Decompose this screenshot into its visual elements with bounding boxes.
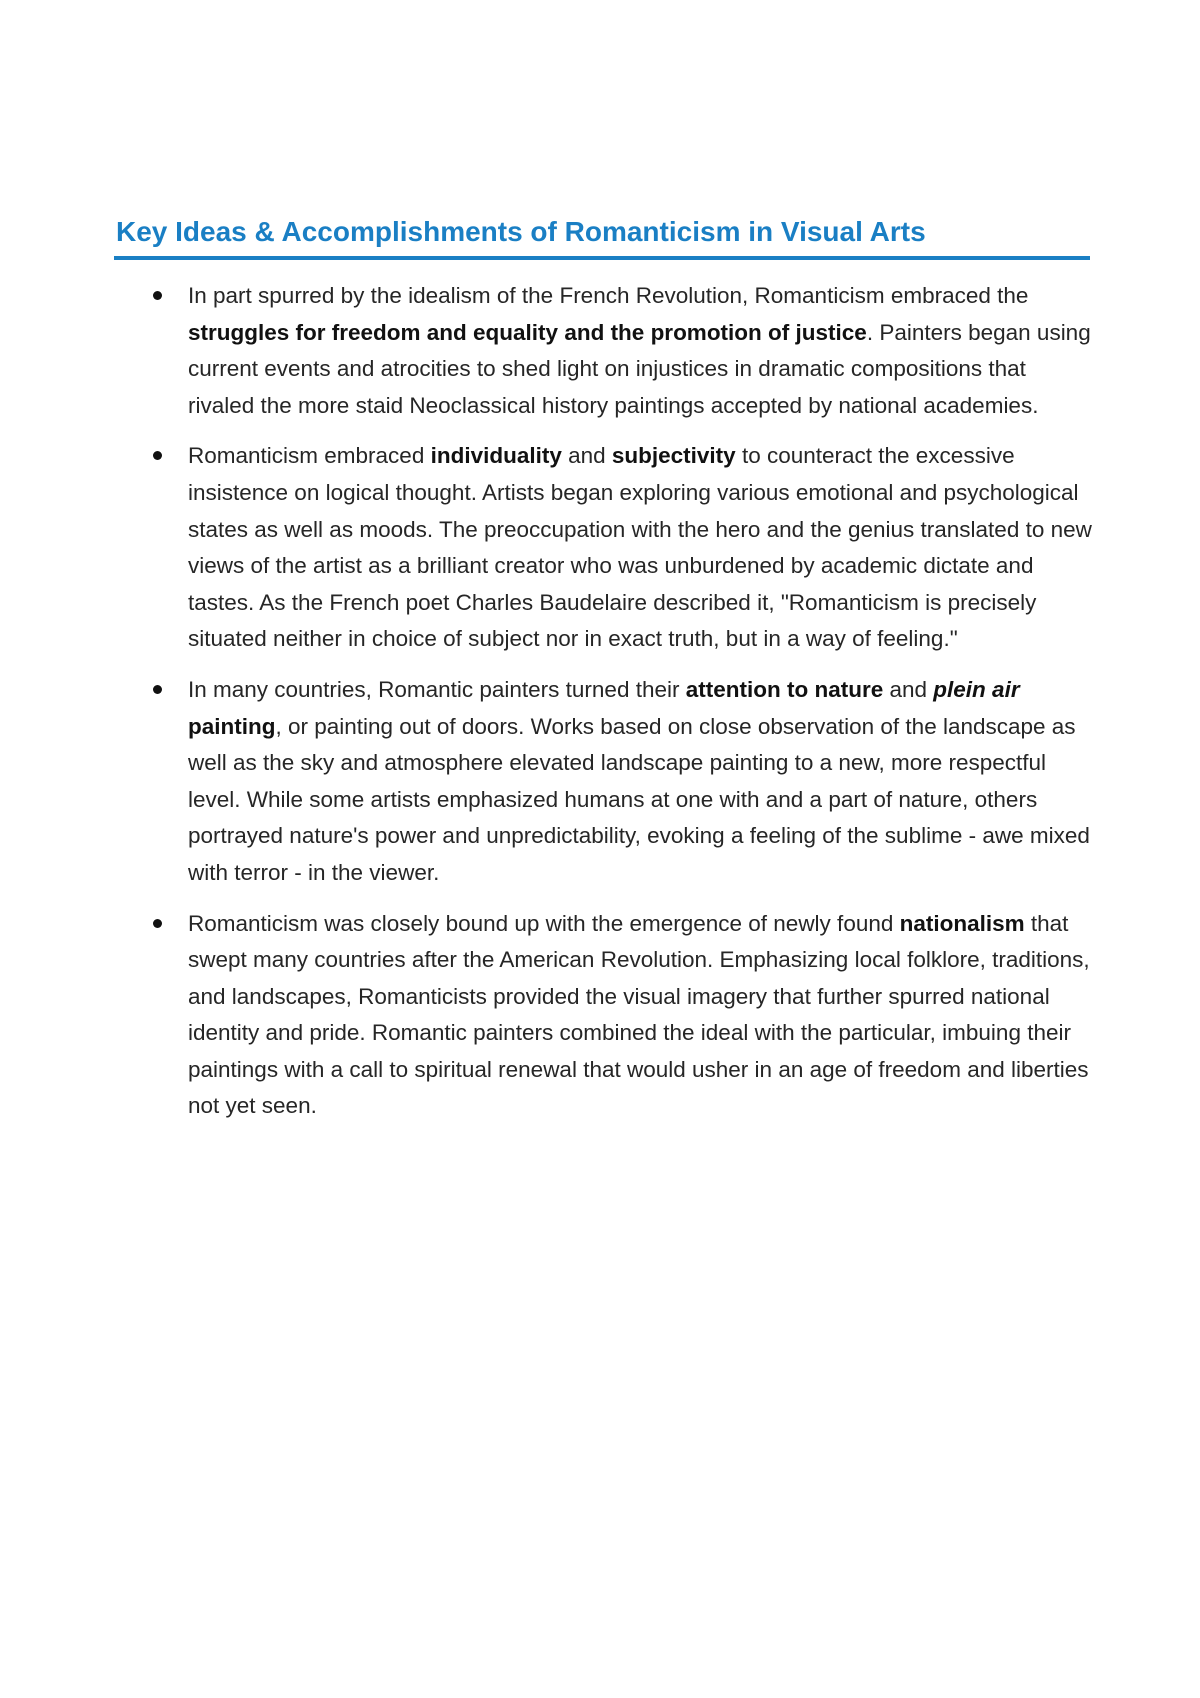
list-item: [0, 906, 1200, 1126]
bold-text-run: struggles for freedom and equality and the promotion of justice: [188, 319, 867, 345]
bold-text-run: nationalism: [899, 910, 1025, 936]
list-item: [0, 438, 1200, 658]
document-title: Key Ideas & Accomplishments of Romanticism in Visual Arts: [116, 216, 926, 247]
text-run: to counteract the excessive insistence on logical thought. Artists began exploring various emotional and psychological states as well as moods. The preoccupation with the hero and the genius translated to new views of the artist as a brilliant creator who was unburdened by academic dictate and tastes. As the French poet Charles Baudelaire described it, "Romanticism is precisely situated neither in choice of subject nor in exact truth, but in a way of feeling.": [188, 443, 1092, 652]
key-ideas-list: [0, 278, 1200, 1139]
list-item: [0, 672, 1200, 892]
text-run: that swept many countries after the American Revolution. Emphasizing local folklore, traditions, and landscapes, Romanticists provided the visual imagery that further spurred national identity and pride. Romantic painters combined the ideal with the particular, imbuing their paintings with a call to spiritual renewal that would usher in an age of freedom and liberties not yet seen.: [188, 910, 1090, 1119]
bold-text-run: attention to nature: [685, 676, 884, 702]
title-underline-rule: [114, 256, 1090, 260]
bullet-icon: [153, 291, 162, 300]
text-run: In part spurred by the idealism of the French Revolution, Romanticism embraced the: [188, 283, 1029, 308]
list-item: [0, 278, 1200, 424]
bold-text-run: subjectivity: [611, 443, 736, 469]
bold-text-run: individuality: [430, 443, 562, 469]
text-run: . Painters began using current events and atrocities to shed light on injustices in dramatic compositions that rivaled the more staid Neoclassical history paintings accepted by national academies.: [188, 319, 1091, 418]
text-run: In many countries, Romantic painters turned their: [188, 676, 686, 702]
bold-text-run: painting: [188, 713, 276, 739]
bullet-icon: [153, 919, 162, 928]
bullet-icon: [153, 451, 162, 460]
text-run: Romanticism was closely bound up with the emergence of newly found: [188, 910, 900, 936]
bullet-text: [188, 438, 1098, 658]
bullet-text: [188, 278, 1098, 424]
bullet-text: [188, 906, 1098, 1126]
bullet-text: [188, 672, 1098, 892]
bullet-icon: [153, 685, 162, 694]
text-run: and: [561, 443, 612, 469]
text-run: Romanticism embraced: [188, 443, 431, 469]
text-run: and: [883, 676, 934, 702]
text-run: , or painting out of doors. Works based on close observation of the landscape as well as the sky and atmosphere elevated landscape painting to a new, more respectful level. While some artists emphasized humans at one with and a part of nature, others portrayed nature's power and unpredictability, evoking a feeling of the sublime - awe mixed with terror - in the viewer.: [188, 713, 1090, 885]
bold-text-run: [933, 677, 1019, 702]
bold-italic-text-run: plein air: [933, 676, 1020, 702]
